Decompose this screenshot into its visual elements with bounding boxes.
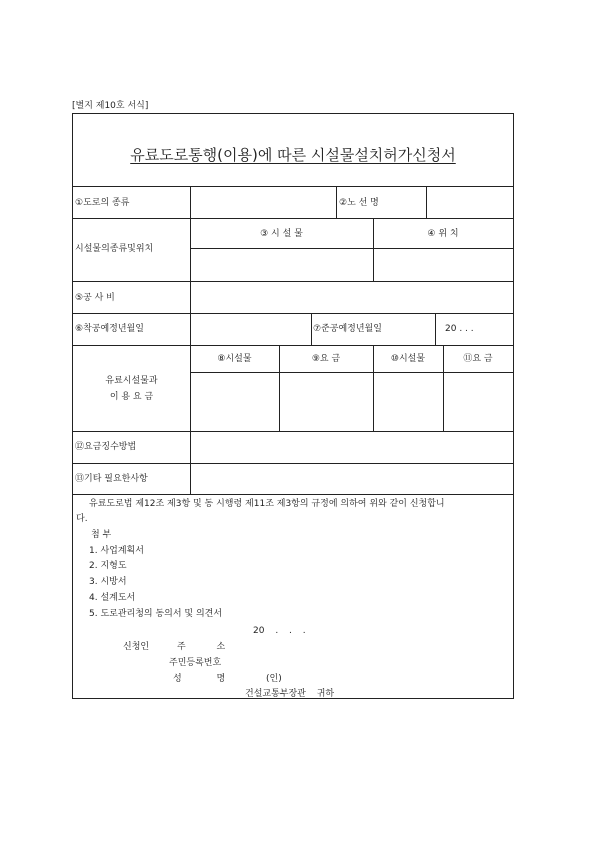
application-form xyxy=(72,113,514,699)
divider xyxy=(73,218,513,219)
statement-line-1: 유료도로법 제12조 제3항 및 동 시행령 제11조 제3항의 규정에 의하여 위와 같이 신청합니 xyxy=(89,499,445,509)
attachment-item: 3. 시방서 xyxy=(89,577,127,587)
divider xyxy=(73,281,513,282)
form-title: 유료도로통행(이용)에 따른 시설물설치허가신청서 xyxy=(130,146,456,164)
end-date-value: 20 . . . xyxy=(445,324,474,334)
attachment-item: 4. 설계도서 xyxy=(89,593,136,603)
divider xyxy=(435,313,436,345)
address-label: 주 소 xyxy=(177,642,226,652)
divider xyxy=(190,372,513,373)
facility-col-8: ⑧시설물 xyxy=(217,354,252,364)
attachment-item: 5. 도로관리청의 동의서 및 의견서 xyxy=(89,609,223,619)
divider xyxy=(73,345,513,346)
location-header: ④ 위 치 xyxy=(427,229,459,239)
divider xyxy=(190,248,513,249)
start-date-label: ⑥착공예정년월일 xyxy=(75,324,144,334)
facility-col-10: ⑩시설물 xyxy=(390,354,426,364)
other-matters-label: ⑬기타 필요한사항 xyxy=(75,474,148,484)
name-label: 성 명 xyxy=(173,674,226,684)
facility-header: ③ 시 설 물 xyxy=(260,229,303,239)
divider xyxy=(373,218,374,281)
divider xyxy=(73,494,513,495)
divider xyxy=(73,313,513,314)
divider xyxy=(73,431,513,432)
divider xyxy=(73,186,513,187)
paid-facility-label: 유료시설물과 xyxy=(105,376,158,386)
road-type-label: ①도로의 종류 xyxy=(75,198,130,208)
resident-number-label: 주민등록번호 xyxy=(169,658,222,668)
divider xyxy=(73,463,513,464)
fee-col-11: ⑪요 금 xyxy=(463,354,493,364)
application-date: 20 . . . xyxy=(253,626,306,636)
attachments-label: 첨 부 xyxy=(91,530,112,540)
attachment-item: 1. 사업계획서 xyxy=(89,546,144,556)
usage-fee-label: 이 용 요 금 xyxy=(109,392,154,402)
statement-line-2: 다. xyxy=(76,514,88,524)
recipient: 건설교통부장관 귀하 xyxy=(245,689,335,699)
attachment-item: 2. 지형도 xyxy=(89,561,127,571)
route-name-label: ②노 선 명 xyxy=(339,198,379,208)
facility-kind-location-label: 시설물의종류및위치 xyxy=(75,244,154,254)
divider xyxy=(336,186,337,218)
fee-method-label: ⑫요금징수방법 xyxy=(75,442,137,452)
divider xyxy=(311,313,312,345)
end-date-label: ⑦준공예정년월일 xyxy=(313,324,382,334)
applicant-label: 신청인 xyxy=(123,642,150,652)
divider xyxy=(426,186,427,218)
form-number-label: [별지 제10호 서식] xyxy=(72,101,149,111)
construction-cost-label: ⑤공 사 비 xyxy=(75,293,115,303)
fee-col-9: ⑨요 금 xyxy=(311,354,341,364)
seal-mark: (인) xyxy=(266,674,282,684)
